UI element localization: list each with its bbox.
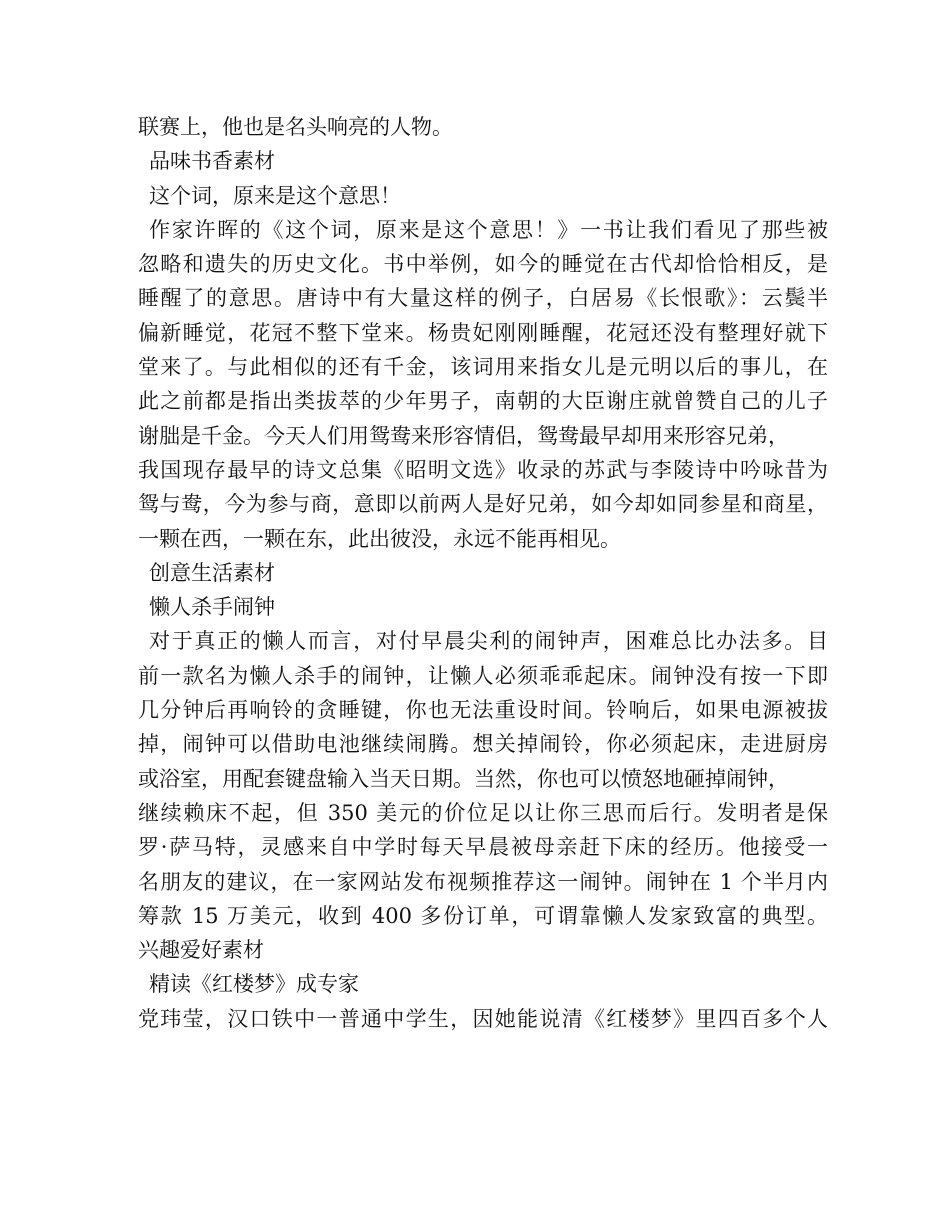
section-heading: 品味书香素材: [149, 149, 275, 174]
text-line: 堂来了。与此相似的还有千金，该词用来指女儿是元明以后的事儿，在: [138, 355, 828, 380]
text-line: 偏新睡觉，花冠不整下堂来。杨贵妃刚刚睡醒，花冠还没有整理好就下: [138, 320, 828, 345]
text-line: 掉，闹钟可以借助电池继续闹腾。想关掉闹铃，你必须起床，走进厨房: [138, 732, 828, 757]
text-line: 党玮莹，汉口铁中一普通中学生，因她能说清《红楼梦》里四百多个人: [138, 1006, 828, 1031]
text-line: 几分钟后再响铃的贪睡键，你也无法重设时间。铃响后，如果电源被拔: [138, 698, 828, 723]
text-line: 我国现存最早的诗文总集《昭明文选》收录的苏武与李陵诗中吟咏昔为: [138, 457, 828, 482]
article-title: 精读《红楼梦》成专家: [149, 972, 359, 997]
text-line: 联赛上，他也是名头响亮的人物。: [138, 115, 453, 139]
text-line: 继续赖床不起，但 350 美元的价位足以让你三思而后行。发明者是保: [138, 800, 828, 825]
text-line: 筹款 15 万美元，收到 400 多份订单，可谓靠懒人发家致富的典型。: [138, 903, 828, 928]
text-line: 忽略和遗失的历史文化。书中举例，如今的睡觉在古代却恰恰相反，是: [138, 252, 828, 277]
text-line: 睡醒了的意思。唐诗中有大量这样的例子，白居易《长恨歌》：云鬓半: [138, 286, 828, 311]
section-heading: 兴趣爱好素材: [138, 938, 264, 963]
text-line: 作家许晖的《这个词，原来是这个意思！》一书让我们看见了那些被: [149, 217, 828, 242]
text-line: 此之前都是指出类拔萃的少年男子，南朝的大臣谢庄就曾赞自己的儿子: [138, 389, 828, 414]
text-line: 前一款名为懒人杀手的闹钟，让懒人必须乖乖起床。闹钟没有按一下即: [138, 663, 828, 688]
text-line: 或浴室，用配套键盘输入当天日期。当然，你也可以愤怒地砸掉闹钟，: [138, 766, 789, 791]
section-heading: 创意生活素材: [149, 560, 275, 585]
document-body: [138, 110, 828, 1036]
article-title: 懒人杀手闹钟: [149, 595, 275, 620]
text-line: 名朋友的建议，在一家网站发布视频推荐这一闹钟。闹钟在 1 个半月内: [138, 869, 828, 894]
article-title: 这个词，原来是这个意思！: [149, 183, 401, 208]
text-line: 鸳与鸯，今为参与商，意即以前两人是好兄弟，如今却如同参星和商星，: [138, 492, 828, 517]
text-line: 罗·萨马特，灵感来自中学时每天早晨被母亲赶下床的经历。他接受一: [138, 835, 828, 860]
text-line: 对于真正的懒人而言，对付早晨尖利的闹钟声，困难总比办法多。目: [149, 629, 828, 654]
text-line: 一颗在西，一颗在东，此出彼没，永远不能再相见。: [138, 526, 621, 551]
text-line: 谢朏是千金。今天人们用鸳鸯来形容情侣，鸳鸯最早却用来形容兄弟，: [138, 423, 789, 448]
